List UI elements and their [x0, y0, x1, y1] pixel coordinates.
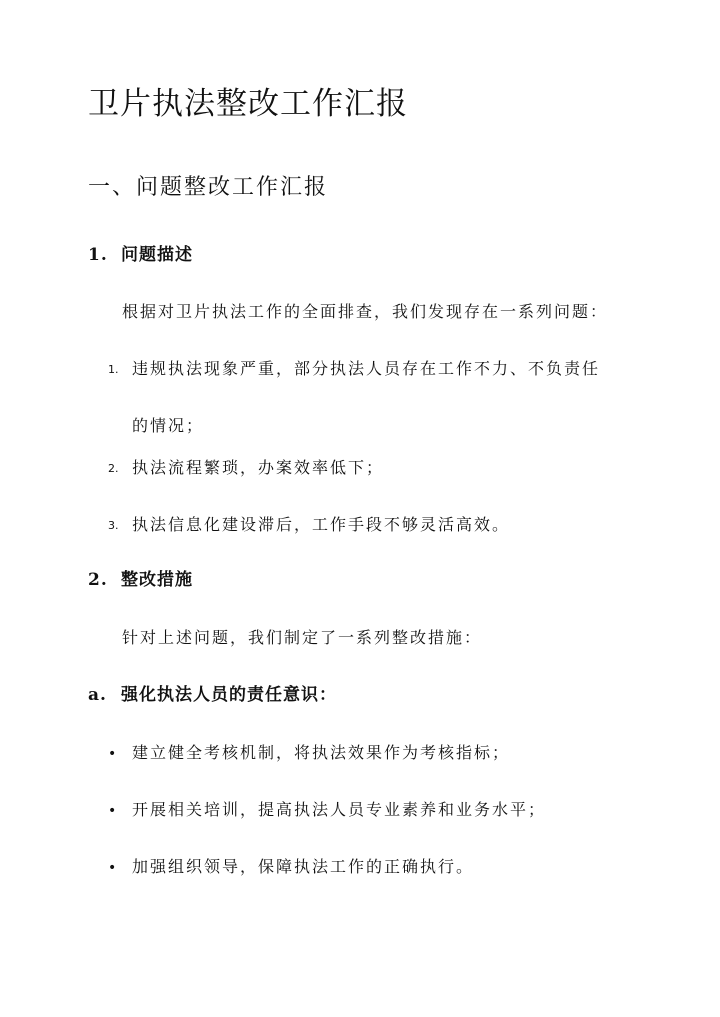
list-number: 3. — [108, 519, 119, 532]
list-item — [108, 454, 384, 483]
measures-intro-paragraph: 针对上述问题，我们制定了一系列整改措施： — [122, 628, 483, 647]
problems-intro-paragraph: 根据对卫片执法工作的全面排查，我们发现存在一系列问题： — [122, 302, 609, 321]
subheading-measures — [88, 566, 193, 594]
document-title: 卫片执法整改工作汇报 — [88, 86, 408, 122]
list-item — [108, 511, 510, 540]
list-number: 2. — [108, 462, 119, 475]
bullet-icon: • — [108, 860, 117, 876]
bullet-item — [108, 853, 474, 882]
bullet-text: 建立健全考核机制，将执法效果作为考核指标； — [132, 743, 511, 762]
list-number: 1. — [108, 363, 119, 376]
subheading-text: 问题描述 — [121, 245, 193, 265]
list-item-text: 执法信息化建设滞后，工作手段不够灵活高效。 — [132, 515, 511, 534]
bullet-text: 开展相关培训，提高执法人员专业素养和业务水平； — [132, 800, 547, 819]
bullet-icon: • — [108, 746, 117, 762]
subheading-marker: a. — [88, 685, 107, 705]
subheading-text: 强化执法人员的责任意识： — [121, 685, 337, 705]
list-item-text: 执法流程繁琐，办案效率低下； — [132, 458, 385, 477]
list-item — [108, 355, 600, 440]
subheading-problem-description — [88, 241, 193, 269]
bullet-item — [108, 739, 510, 768]
bullet-text: 加强组织领导，保障执法工作的正确执行。 — [132, 857, 475, 876]
section-heading: 一、问题整改工作汇报 — [88, 175, 329, 200]
bullet-item — [108, 796, 546, 825]
bullet-icon: • — [108, 803, 117, 819]
subheading-responsibility — [88, 681, 337, 709]
subheading-marker: 2. — [88, 570, 108, 590]
subheading-marker: 1. — [88, 245, 108, 265]
subheading-text: 整改措施 — [121, 570, 193, 590]
list-item-text-continued: 的情况； — [132, 416, 205, 435]
list-item-text: 违规执法现象严重，部分执法人员存在工作不力、不负责任 — [132, 359, 601, 378]
